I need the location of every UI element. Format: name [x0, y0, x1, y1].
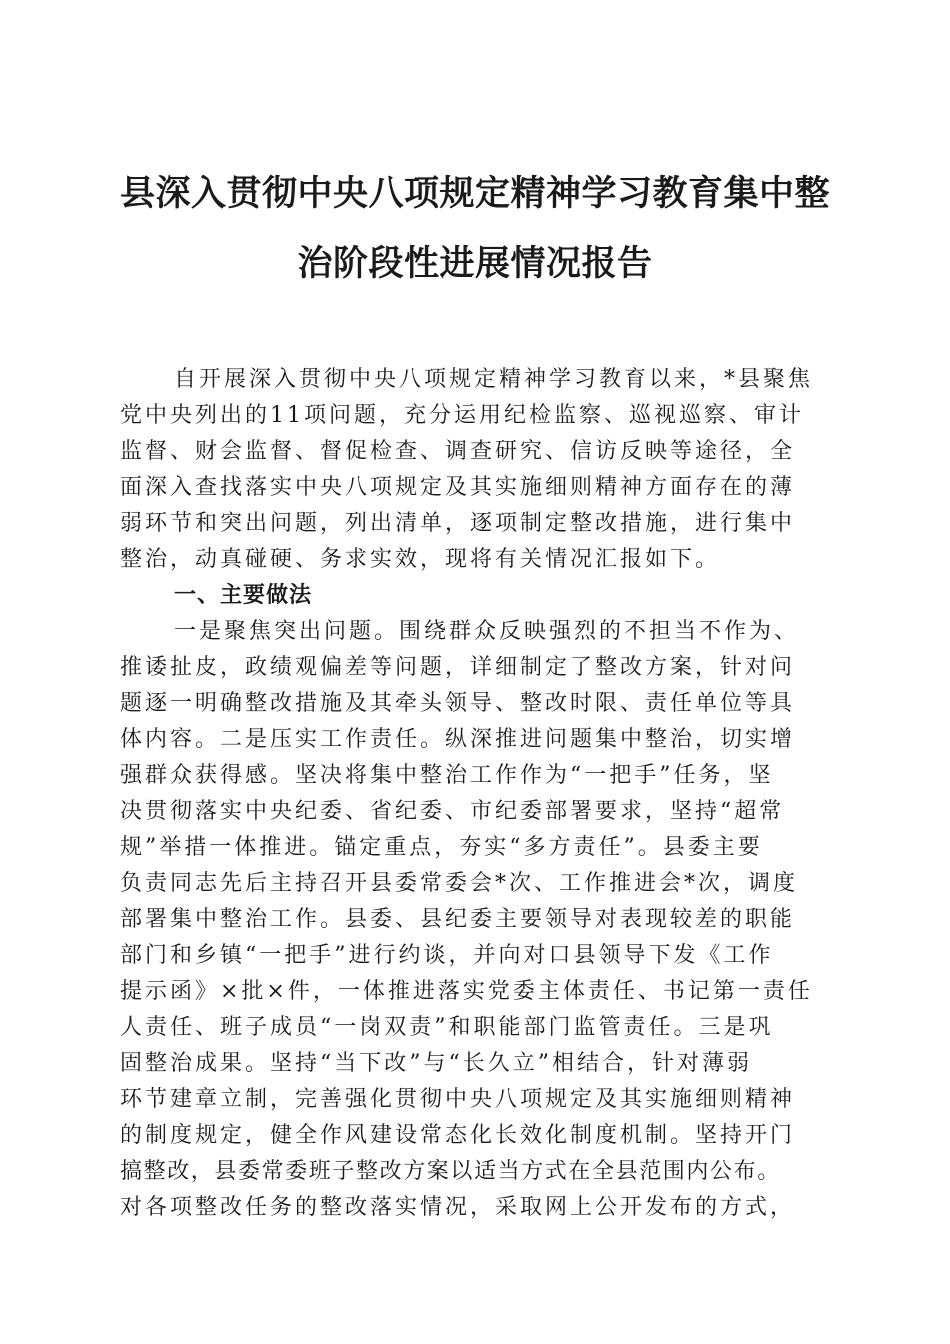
section-line: 提示函》×批×件，一体推进落实党委主体责任、书记第一责任 [120, 979, 813, 1004]
section-line: 人责任、班子成员“一岗双责”和职能部门监管责任。三是巩 [120, 1015, 774, 1040]
section-line: 体内容。二是压实工作责任。纵深推进问题集中整治，切实增 [120, 727, 796, 752]
intro-line: 面深入查找落实中央八项规定及其实施细则精神方面存在的薄 [120, 475, 796, 500]
section-line: 负责同志先后主持召开县委常委会*次、工作推进会*次，调度 [120, 871, 799, 896]
section-line: 部署集中整治工作。县委、县纪委主要领导对表现较差的职能 [120, 907, 796, 932]
document-title-line-2: 治阶段性进展情况报告 [297, 243, 653, 284]
intro-line: 监督、财会监督、督促检查、调查研究、信访反映等途径，全 [120, 439, 796, 464]
section-line: 对各项整改任务的整改落实情况，采取网上公开发布的方式， [120, 1195, 796, 1220]
section-line: 规”举措一体推进。锚定重点，夯实“多方责任”。县委主要 [120, 835, 763, 860]
section-line: 决贯彻落实中央纪委、省纪委、市纪委部署要求，坚持“超常 [120, 799, 785, 824]
intro-line: 党中央列出的11项问题，充分运用纪检监察、巡视巡察、审计 [120, 403, 804, 428]
section-line: 固整治成果。坚持“当下改”与“长久立”相结合，针对薄弱 [120, 1051, 752, 1076]
section-line: 强群众获得感。坚决将集中整治工作作为“一把手”任务，坚 [120, 763, 774, 788]
section-line: 一是聚焦突出问题。围绕群众反映强烈的不担当不作为、 [174, 619, 800, 644]
section-line: 部门和乡镇“一把手”进行约谈，并向对口县领导下发《工作 [120, 943, 774, 968]
document-title-line-1: 县深入贯彻中央八项规定精神学习教育集中整 [119, 173, 830, 214]
section-line: 环节建章立制，完善强化贯彻中央八项规定及其实施细则精神 [120, 1087, 796, 1112]
intro-line: 弱环节和突出问题，列出清单，逐项制定整改措施，进行集中 [120, 511, 796, 536]
intro-line: 自开展深入贯彻中央八项规定精神学习教育以来，*县聚焦 [174, 367, 814, 392]
section-line: 推诿扯皮，政绩观偏差等问题，详细制定了整改方案，针对问 [120, 655, 796, 680]
section-line: 搞整改，县委常委班子整改方案以适当方式在全县范围内公布。 [120, 1159, 781, 1184]
section-heading: 一、主要做法 [174, 583, 313, 608]
section-line: 题逐一明确整改措施及其牵头领导、整改时限、责任单位等具 [120, 691, 796, 716]
intro-line: 整治，动真碰硬、务求实效，现将有关情况汇报如下。 [120, 547, 721, 572]
section-line: 的制度规定，健全作风建设常态化长效化制度机制。坚持开门 [120, 1123, 796, 1148]
